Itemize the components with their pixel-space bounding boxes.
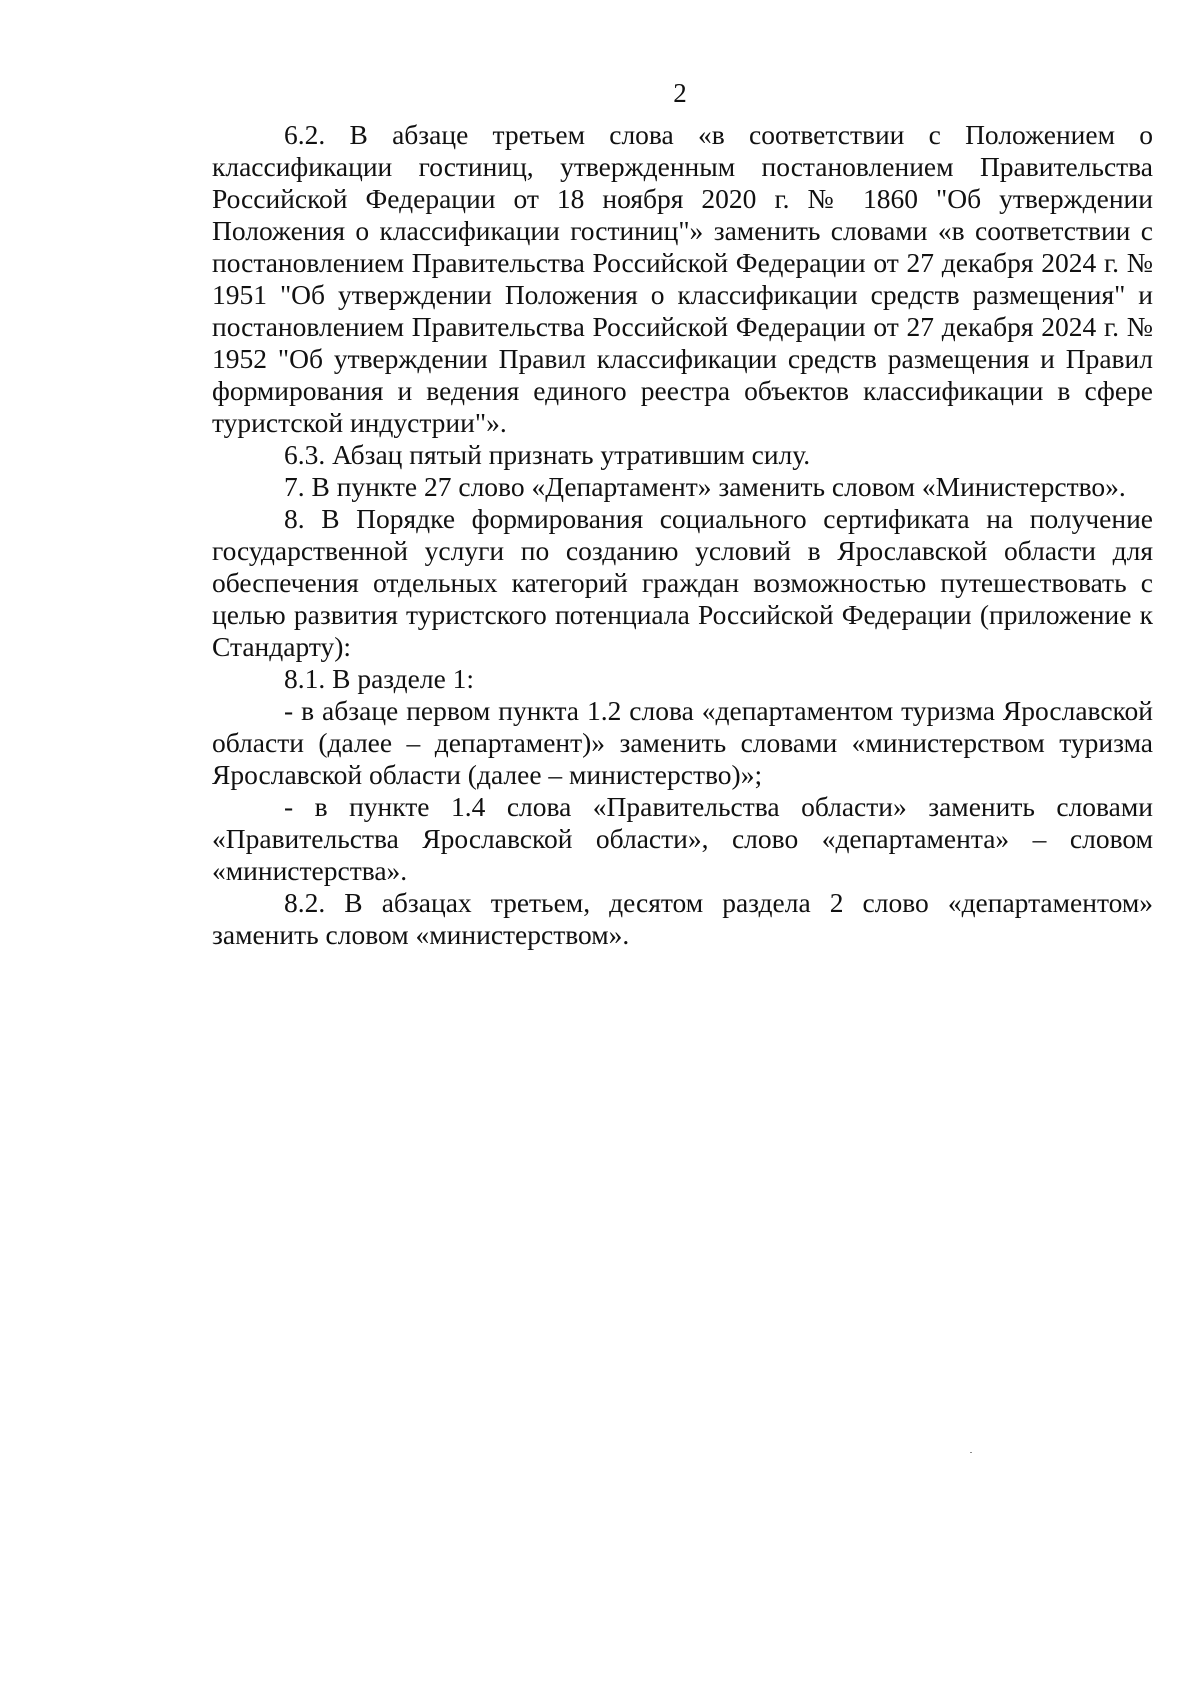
paragraph-8-1-item-2: - в пункте 1.4 слова «Правительства области» заменить словами «Правительства Ярославской области», слово «департамента» – словом «министерства». [212,791,1153,886]
paragraph-7: 7. В пункте 27 слово «Департамент» заменить словом «Министерство». [284,471,1126,502]
paragraph-6-2: 6.2. В абзаце третьем слова «в соответствии с Положением о классификации гостиниц, утвержденным постановлением Правительства Российской Федерации от 18 ноября 2020 г. № 1860 "Об утверждении Положения о классификации гостиниц"» заменить словами «в соответствии с постановлением Правительства Российской Федерации от 27 декабря 2024 г. № 1951 "Об утверждении Положения о классификации средств размещения" и постановлением Правительства Российской Федерации от 27 декабря 2024 г. № 1952 "Об утверждении Правил классификации средств размещения и Правил формирования и ведения единого реестра объектов классификации в сфере туристской индустрии"». [212,119,1153,438]
paragraph-8: 8. В Порядке формирования социального сертификата на получение государственной услуги по созданию условий в Ярославской области для обеспечения отдельных категорий граждан возможностью путешествовать с целью развития туристского потенциала Российской Федерации (приложение к Стандарту): [212,503,1153,662]
page-number: 2 [673,78,687,108]
scan-speck [970,1452,972,1453]
paragraph-8-2: 8.2. В абзацах третьем, десятом раздела 2 слово «департаментом» заменить словом «министерством». [212,887,1153,950]
paragraph-6-3: 6.3. Абзац пятый признать утратившим силу. [284,439,811,470]
document-body [212,119,1153,951]
paragraph-8-1: 8.1. В разделе 1: [284,663,475,694]
paragraph-8-1-item-1: - в абзаце первом пункта 1.2 слова «департаментом туризма Ярославской области (далее – департамент)» заменить словами «министерством туризма Ярославской области (далее – министерство)»; [212,695,1153,790]
